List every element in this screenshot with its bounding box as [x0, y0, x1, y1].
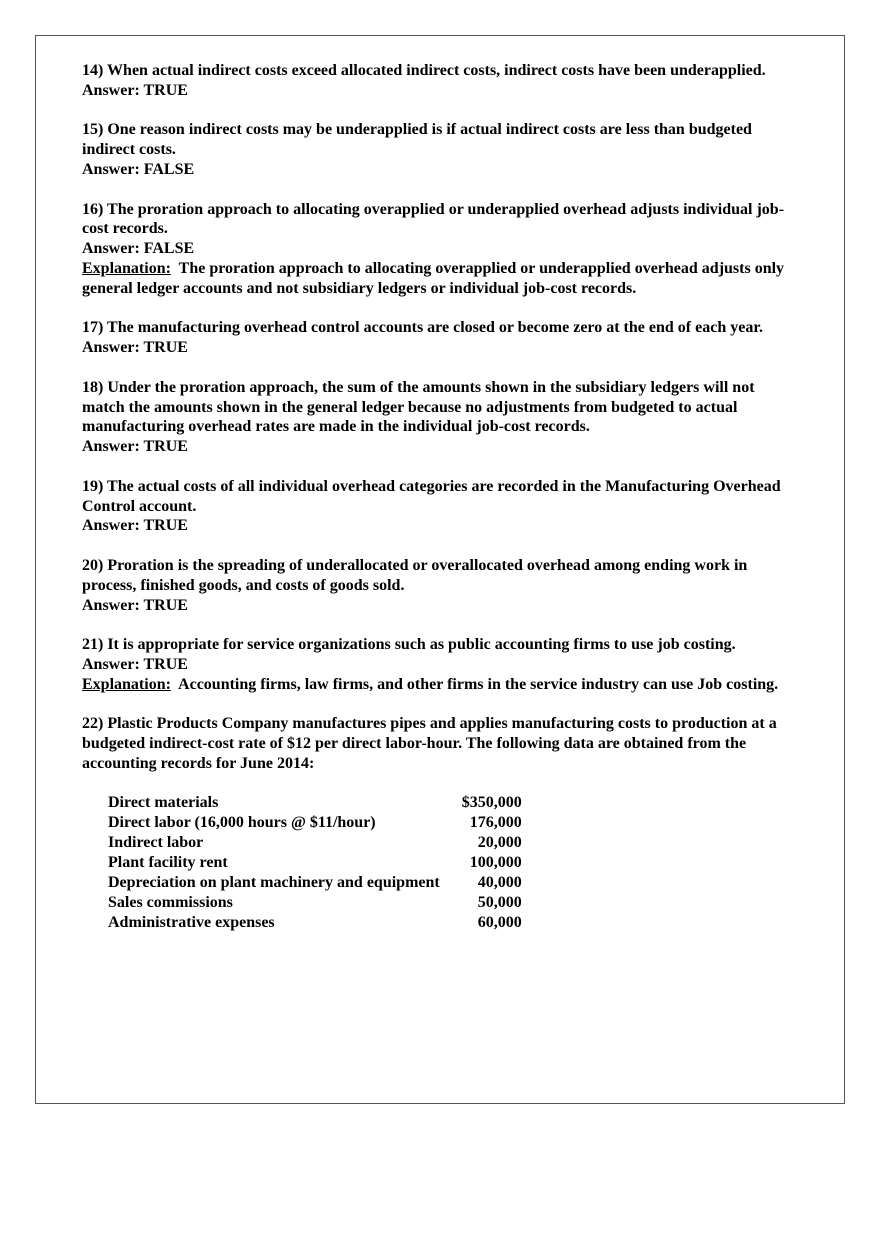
explanation-text: The proration approach to allocating overapplied or underapplied overhead adjusts only general ledger accounts and not subsidiary ledgers or individual job-cost records. [82, 259, 785, 297]
question-text: 21) It is appropriate for service organizations such as public accounting firms to use job costing. [82, 636, 736, 654]
question-text: 20) Proration is the spreading of underallocated or overallocated overhead among ending work in process, finished goods, and costs of goods sold. [82, 556, 748, 594]
question-item [82, 556, 794, 615]
row-amount: 100,000 [469, 854, 522, 872]
row-amount: 60,000 [477, 913, 522, 931]
row-label: Direct labor (16,000 hours @ $11/hour) [108, 814, 376, 832]
table-row [108, 913, 522, 933]
answer-text: Answer: TRUE [82, 596, 188, 614]
row-amount: 40,000 [477, 874, 522, 892]
question-text: 14) When actual indirect costs exceed allocated indirect costs, indirect costs have been underapplied. [82, 62, 766, 79]
explanation-label: Explanation: [82, 259, 171, 277]
question-item [82, 120, 794, 179]
answer-text: Answer: TRUE [82, 655, 188, 673]
question-item [82, 200, 794, 299]
row-amount: 50,000 [477, 894, 522, 912]
answer-text: Answer: TRUE [82, 81, 188, 99]
answer-text: Answer: FALSE [82, 240, 195, 258]
answer-text: Answer: TRUE [82, 438, 188, 456]
question-text: 17) The manufacturing overhead control accounts are closed or become zero at the end of each year. [82, 319, 763, 337]
explanation [82, 675, 794, 695]
question-22 [82, 714, 794, 773]
question-text: 22) Plastic Products Company manufactures pipes and applies manufacturing costs to production at a budgeted indirect-cost rate of $12 per direct labor-hour. The following data are obtained from the accounting records for June 2014: [82, 715, 777, 772]
row-label: Direct materials [108, 794, 219, 812]
table-row [108, 853, 522, 873]
question-item [82, 635, 794, 694]
question-item [82, 477, 794, 536]
explanation-text: Accounting firms, law firms, and other firms in the service industry can use Job costing. [178, 675, 779, 693]
row-label: Sales commissions [108, 894, 233, 912]
question-item [82, 318, 794, 358]
question-item [82, 61, 794, 101]
answer-text: Answer: TRUE [82, 517, 188, 535]
table-row [108, 793, 522, 813]
question-item [82, 378, 794, 457]
table-row [108, 813, 522, 833]
table-row [108, 833, 522, 853]
row-label: Administrative expenses [108, 913, 275, 931]
row-amount: $350,000 [461, 794, 522, 812]
answer-text: Answer: FALSE [82, 160, 195, 178]
row-amount: 20,000 [477, 834, 522, 852]
question-text: 15) One reason indirect costs may be underapplied is if actual indirect costs are less than budgeted indirect costs. [82, 121, 752, 159]
answer-text: Answer: TRUE [82, 339, 188, 357]
row-label: Depreciation on plant machinery and equipment [108, 874, 440, 892]
row-label: Plant facility rent [108, 854, 228, 872]
document-content [82, 61, 794, 933]
cost-data-table [108, 793, 522, 932]
explanation [82, 259, 794, 299]
question-text: 19) The actual costs of all individual overhead categories are recorded in the Manufacturing Overhead Control account. [82, 477, 781, 515]
row-amount: 176,000 [469, 814, 522, 832]
row-label: Indirect labor [108, 834, 204, 852]
question-text: 16) The proration approach to allocating overapplied or underapplied overhead adjusts individual job-cost records. [82, 200, 785, 238]
question-text: 18) Under the proration approach, the sum of the amounts shown in the subsidiary ledgers will not match the amounts shown in the general ledger because no adjustments from budgeted to actual manufacturing overhead rates are made in the individual job-cost records. [82, 378, 755, 436]
table-row [108, 893, 522, 913]
explanation-label: Explanation: [82, 675, 171, 693]
table-row [108, 873, 522, 893]
